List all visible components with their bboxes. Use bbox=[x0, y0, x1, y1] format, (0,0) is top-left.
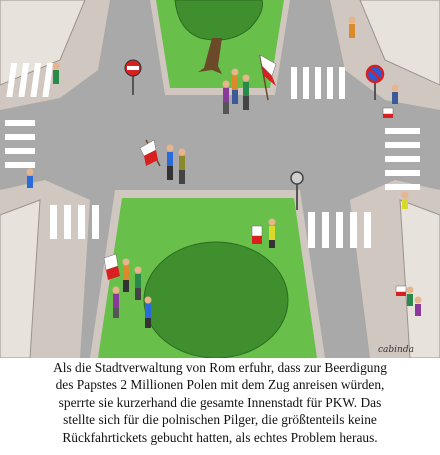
caption-line: Als die Stadtverwaltung von Rom erfuhr, dass zur Beerdigung bbox=[53, 360, 387, 375]
caption bbox=[6, 359, 434, 451]
tree-bottom-canopy bbox=[144, 242, 288, 358]
caption-line: sperrte sie kurzerhand die gesamte Innenstadt für PKW. Das bbox=[58, 394, 382, 410]
caption-line: Rückfahrtickets gebucht hatten, als echtes Problem heraus. bbox=[62, 429, 378, 445]
caption-line: des Papstes 2 Millionen Polen mit dem Zug anreisen würden, bbox=[55, 377, 385, 393]
artist-signature: cabinda bbox=[378, 345, 414, 355]
caption-line: stellte sich für die polnischen Pilger, die größtenteils keine bbox=[63, 412, 377, 428]
